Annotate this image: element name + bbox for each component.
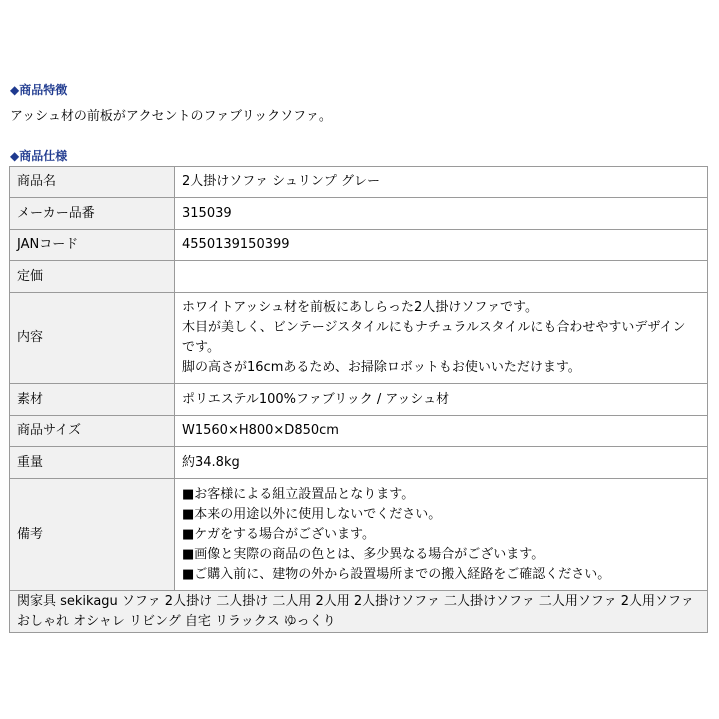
value-line: 木目が美しく、ビンテージスタイルにもナチュラルスタイルにも合わせやすいデザイン: [182, 320, 686, 335]
table-row: [10, 198, 708, 230]
value-line: ■お客様による組立設置品となります。: [182, 486, 415, 502]
value-line: ホワイトアッシュ材を前板にあしらった2人掛けソファです。: [182, 300, 539, 315]
features-heading: ◆商品特徴: [10, 83, 68, 97]
table-row: [10, 293, 708, 384]
row-label: JANコード: [10, 230, 175, 261]
row-label: 商品名: [10, 167, 175, 198]
row-label: 重量: [10, 447, 175, 479]
row-label: 定価: [10, 261, 175, 293]
spec-table: [9, 166, 708, 633]
value-line: 2人掛けソファ シュリンプ グレー: [182, 174, 381, 189]
value-line: ■ケガをする場合がございます。: [182, 526, 375, 542]
value-line: 4550139150399: [182, 237, 290, 252]
row-value: [175, 261, 708, 293]
table-row: [10, 479, 708, 591]
value-line: 315039: [182, 205, 232, 221]
value-line: ポリエステル100%ファブリック / アッシュ材: [182, 391, 450, 407]
value-line: です。: [182, 340, 220, 355]
table-row: [10, 591, 708, 633]
row-value: [175, 230, 708, 261]
row-value: [175, 167, 708, 198]
spec-heading: ◆商品仕様: [10, 149, 68, 163]
value-line: 脚の高さが16cmあるため、お掃除ロボットもお使いいただけます。: [182, 360, 581, 375]
value-line: 約34.8kg: [182, 454, 240, 470]
row-value: [175, 447, 708, 479]
table-row: [10, 447, 708, 479]
row-value: [175, 416, 708, 447]
row-label: 商品サイズ: [10, 416, 175, 447]
row-label: 備考: [10, 479, 175, 591]
row-value: [175, 293, 708, 384]
row-label: メーカー品番: [10, 198, 175, 230]
table-row: [10, 261, 708, 293]
features-text: アッシュ材の前板がアクセントのファブリックソファ。: [10, 109, 332, 124]
table-row: [10, 230, 708, 261]
row-value: [175, 198, 708, 230]
value-line: ■ご購入前に、建物の外から設置場所までの搬入経路をご確認ください。: [182, 566, 611, 582]
table-row: [10, 384, 708, 416]
value-line: ■本来の用途以外に使用しないでください。: [182, 506, 442, 522]
keywords-footer: 関家具 sekikagu ソファ 2人掛け 二人掛け 二人用 2人用 2人掛けソファ 二人掛けソファ 二人用ソファ 2人用ソファ おしゃれ オシャレ リビング 自宅 リラックス ゆっくり: [10, 591, 708, 633]
table-row: [10, 416, 708, 447]
row-value: [175, 479, 708, 591]
row-value: [175, 384, 708, 416]
value-line: ■画像と実際の商品の色とは、多少異なる場合がございます。: [182, 546, 545, 562]
value-line: W1560×H800×D850cm: [182, 423, 339, 438]
row-label: 素材: [10, 384, 175, 416]
row-label: 内容: [10, 293, 175, 384]
table-row: [10, 167, 708, 198]
